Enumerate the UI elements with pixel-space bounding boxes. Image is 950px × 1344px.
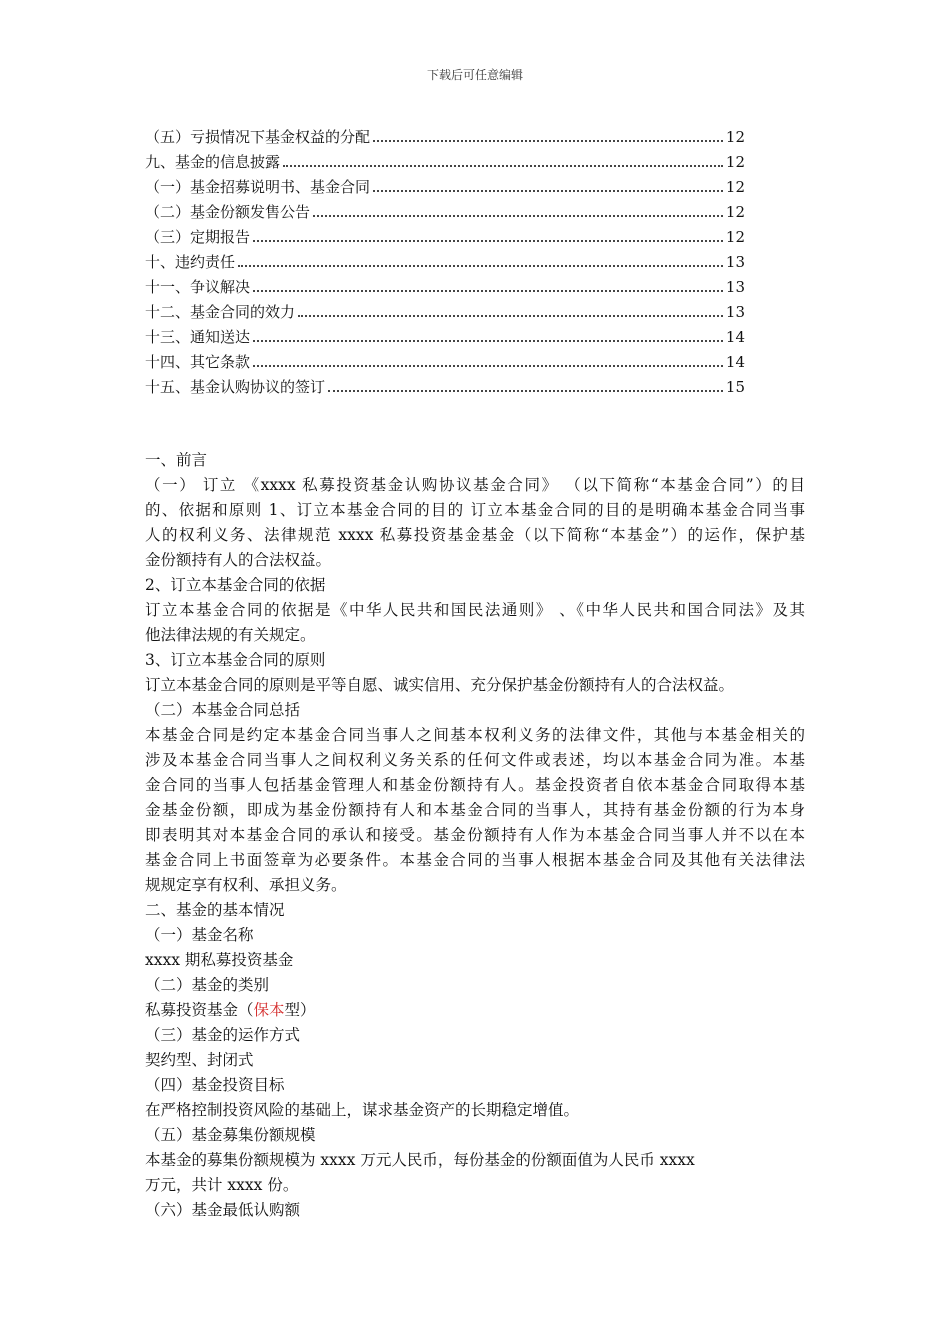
subsection-heading: （一）基金名称 <box>145 926 254 944</box>
fund-type-suffix: 型） <box>284 1001 316 1019</box>
toc-entry[interactable] <box>145 177 745 202</box>
toc-leader-dots <box>283 153 723 167</box>
paragraph-line: 在严格控制投资风险的基础上，谋求基金资产的长期稳定增值。 <box>145 1101 580 1119</box>
toc-entry-page: 14 <box>725 328 745 346</box>
page-header: 下载后可任意编辑 <box>426 68 523 82</box>
toc-leader-dots <box>253 328 723 342</box>
paragraph-line: 金份额持有人的合法权益。 <box>145 551 332 569</box>
fund-type-prefix: 私募投资基金（ <box>145 1001 254 1019</box>
toc-entry-page: 12 <box>725 128 745 146</box>
toc-entry[interactable] <box>145 227 745 252</box>
toc-entry[interactable] <box>145 302 745 327</box>
paragraph-line: 的、依据和原则 1、订立本基金合同的目的 订立本基金合同的目的是明确本基金合同当事 <box>145 501 805 519</box>
toc-leader-dots <box>313 203 723 217</box>
toc-entry-label: 十四、其它条款 <box>145 353 251 371</box>
toc-entry-label: 十一、争议解决 <box>145 278 251 296</box>
toc-entry[interactable] <box>145 252 745 277</box>
paragraph-line: 人的权利义务、法律规范 xxxx 私募投资基金基金（以下简称“本基金”）的运作，保护基 <box>145 526 805 544</box>
paragraph-line: 基金合同上书面签章为必要条件。本基金合同的当事人根据本基金合同及其他有关法律法 <box>145 851 805 869</box>
toc-leader-dots <box>298 303 723 317</box>
toc-entry-page: 12 <box>725 153 745 171</box>
toc-entry-page: 12 <box>725 178 745 196</box>
paragraph-line: 契约型、封闭式 <box>145 1051 254 1069</box>
paragraph-line: 金合同的当事人包括基金管理人和基金份额持有人。基金投资者自依本基金合同取得本基 <box>145 776 805 794</box>
toc-entry-label: （五）亏损情况下基金权益的分配 <box>145 128 371 146</box>
toc-leader-dots <box>253 228 723 242</box>
toc-entry-page: 12 <box>725 203 745 221</box>
fund-type-highlight: 保本 <box>253 1001 285 1019</box>
toc-entry[interactable] <box>145 202 745 227</box>
toc-entry-label: 九、基金的信息披露 <box>145 153 281 171</box>
subsection-heading: （二）基金的类别 <box>145 976 270 994</box>
toc-entry[interactable] <box>145 352 745 377</box>
subsection-heading: （六）基金最低认购额 <box>145 1201 301 1219</box>
subsection-heading: （三）基金的运作方式 <box>145 1026 301 1044</box>
paragraph-line: 他法律法规的有关规定。 <box>145 626 316 644</box>
toc-entry[interactable] <box>145 327 745 352</box>
paragraph-line <box>145 998 805 1023</box>
paragraph-line: 万元，共计 xxxx 份。 <box>145 1176 299 1194</box>
subsection-heading: 3、订立本基金合同的原则 <box>145 651 326 669</box>
toc-entry[interactable] <box>145 377 745 402</box>
toc-entry-page: 15 <box>725 378 745 396</box>
subsection-heading: （四）基金投资目标 <box>145 1076 285 1094</box>
toc-leader-dots <box>328 378 723 392</box>
toc-entry-label: 十、违约责任 <box>145 253 236 271</box>
toc-entry[interactable] <box>145 152 745 177</box>
toc-entry-page: 12 <box>725 228 745 246</box>
document-body <box>145 448 805 1223</box>
paragraph-line: 订立本基金合同的依据是《中华人民共和国民法通则》 、《中华人民共和国合同法》及其 <box>145 601 805 619</box>
toc-entry-page: 13 <box>725 253 745 271</box>
section-heading: 二、基金的基本情况 <box>145 901 285 919</box>
toc-leader-dots <box>253 353 723 367</box>
toc-entry[interactable] <box>145 127 745 152</box>
toc-entry-label: （二）基金份额发售公告 <box>145 203 311 221</box>
toc-entry-label: （一）基金招募说明书、基金合同 <box>145 178 371 196</box>
paragraph-line: xxxx 期私募投资基金 <box>145 951 294 969</box>
section-heading: 一、前言 <box>145 451 208 469</box>
toc-leader-dots <box>253 278 723 292</box>
toc-entry-page: 13 <box>725 278 745 296</box>
paragraph-line: 订立本基金合同的原则是平等自愿、诚实信用、充分保护基金份额持有人的合法权益。 <box>145 676 735 694</box>
toc-entry-label: 十五、基金认购协议的签订 <box>145 378 326 396</box>
toc-entry-label: 十三、通知送达 <box>145 328 251 346</box>
paragraph-line: 本基金的募集份额规模为 xxxx 万元人民币，每份基金的份额面值为人民币 xxxx <box>145 1151 695 1169</box>
paragraph-line: 本基金合同是约定本基金合同当事人之间基本权利义务的法律文件，其他与本基金相关的 <box>145 726 805 744</box>
paragraph-line: 涉及本基金合同当事人之间权利义务关系的任何文件或表述，均以本基金合同为准。本基 <box>145 751 805 769</box>
toc-leader-dots <box>373 178 723 192</box>
paragraph-line: 规规定享有权利、承担义务。 <box>145 876 347 894</box>
paragraph-line: 即表明其对本基金合同的承认和接受。基金份额持有人作为本基金合同当事人并不以在本 <box>145 826 805 844</box>
toc-entry-label: （三）定期报告 <box>145 228 251 246</box>
toc-entry-page: 14 <box>725 353 745 371</box>
subsection-heading: （二）本基金合同总括 <box>145 701 301 719</box>
subsection-heading: 2、订立本基金合同的依据 <box>145 576 326 594</box>
toc-entry-page: 13 <box>725 303 745 321</box>
toc-leader-dots <box>238 253 723 267</box>
table-of-contents <box>145 127 745 402</box>
toc-entry[interactable] <box>145 277 745 302</box>
paragraph-line: 金基金份额，即成为基金份额持有人和本基金合同的当事人，其持有基金份额的行为本身 <box>145 801 805 819</box>
toc-entry-label: 十二、基金合同的效力 <box>145 303 296 321</box>
subsection-heading: （五）基金募集份额规模 <box>145 1126 316 1144</box>
paragraph-line: （一） 订立 《xxxx 私募投资基金认购协议基金合同》 （以下简称“本基金合同”）的目 <box>145 476 805 494</box>
toc-leader-dots <box>373 128 723 142</box>
